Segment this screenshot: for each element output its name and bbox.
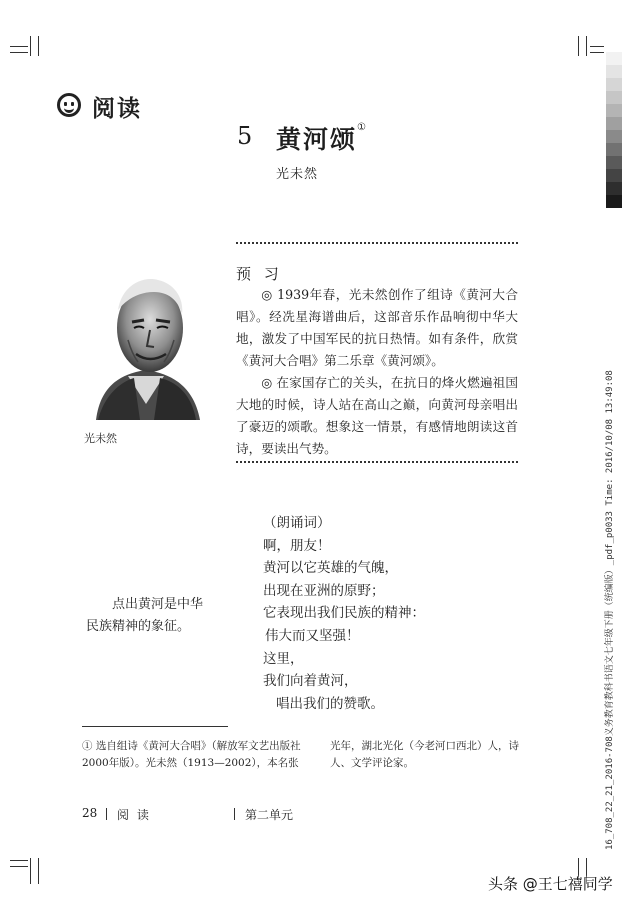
footer-unit-label: 第二单元 [245, 808, 294, 822]
page-number: 28 [82, 806, 98, 820]
watermark: 头条 @王七禧同学 [488, 875, 613, 893]
poem-body [263, 512, 425, 715]
preview-paragraph: ◎ 1939年春，光未然创作了组诗《黄河大合唱》。经冼星海谱曲后，这部音乐作品响彻中华大地，激发了中国军民的抗日热情。如有条件，欣赏《黄河大合唱》第二乐章《黄河颂》。 [236, 287, 518, 368]
footnote-rule [82, 726, 228, 727]
author-portrait [88, 270, 206, 420]
poem-line: 这里， [263, 650, 304, 667]
divider-bottom [236, 461, 518, 463]
footnote-marker: ① [357, 122, 366, 133]
poem-line: （朗诵词） [263, 515, 331, 531]
poem-line: 啊，朋友！ [263, 537, 331, 554]
grayscale-calibration-strip [606, 52, 622, 208]
divider-top [236, 242, 518, 244]
preview-heading: 预 习 [236, 265, 283, 283]
margin-annotation: 点出黄河是中华民族精神的象征。 [86, 597, 204, 634]
footer-section-label: 阅 读 [117, 808, 151, 822]
lesson-author: 光未然 [276, 167, 319, 182]
poem-line: 唱出我们的赞歌。 [276, 695, 384, 712]
section-title: 阅读 [92, 95, 142, 122]
preview-text [236, 284, 518, 460]
poem-line: 伟大而又坚强！ [265, 627, 360, 644]
portrait-caption: 光未然 [84, 432, 117, 445]
footnote-text: ① 选自组诗《黄河大合唱》（解放军文艺出版社2000年版）。光未然（1913—2002），本名张 [82, 740, 301, 769]
footnote-text-continued: 光年，湖北光化（今老河口西北）人，诗人、文学评论家。 [330, 740, 519, 769]
poem-line: 黄河以它英雄的气魄， [263, 560, 398, 577]
poem-line: 我们向着黄河， [263, 673, 358, 690]
poem-line: 它表现出我们民族的精神： [263, 605, 425, 622]
lesson-number: 5 [237, 122, 253, 150]
preview-paragraph: ◎ 在家国存亡的关头，在抗日的烽火燃遍祖国大地的时候，诗人站在高山之巅，向黄河母亲唱出了豪迈的颂歌。想象这一情景，有感情地朗读这首诗，要读出气势。 [236, 375, 518, 456]
lesson-title: 黄河颂① [276, 122, 366, 154]
poem-line: 出现在亚洲的原野； [263, 582, 385, 599]
print-slug: 16_708_22_21_2016-708义务教育教科书语文七年级下册（统编版）_pdf_p0033 Time: 2016/10/08 13:49:08 [605, 370, 615, 850]
smiley-face-icon [57, 93, 81, 117]
